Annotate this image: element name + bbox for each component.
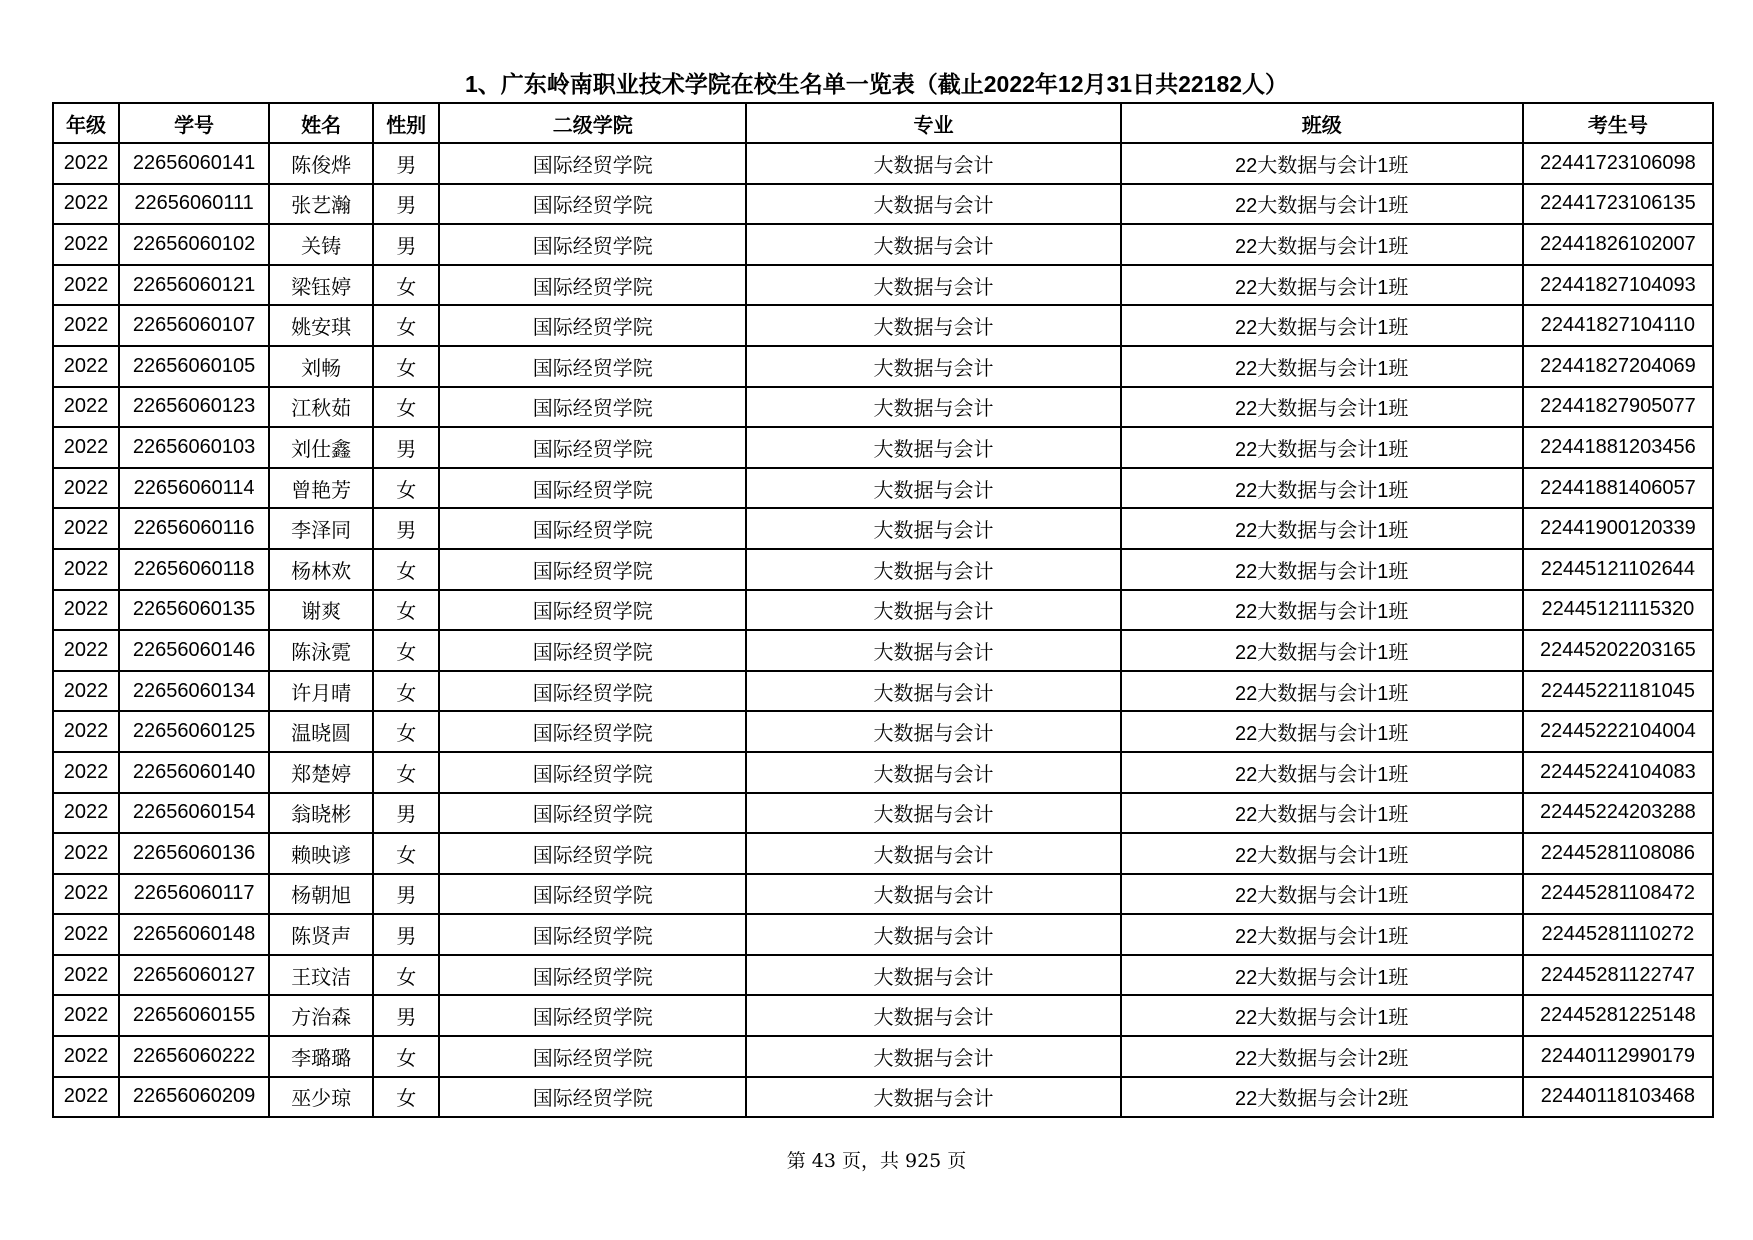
cell-exam-number: 22445202203165 <box>1523 630 1713 671</box>
cell-grade: 2022 <box>53 630 119 671</box>
cell-name: 王玟洁 <box>269 955 373 996</box>
cell-gender: 男 <box>373 914 439 955</box>
cell-class: 22大数据与会计1班 <box>1121 833 1523 874</box>
table-header-row <box>53 103 1713 143</box>
cell-class: 22大数据与会计1班 <box>1121 265 1523 306</box>
cell-student-id: 22656060117 <box>119 874 269 915</box>
table-row <box>53 143 1713 184</box>
cell-student-id: 22656060114 <box>119 468 269 509</box>
cell-major: 大数据与会计 <box>746 427 1120 468</box>
cell-grade: 2022 <box>53 184 119 225</box>
cell-major: 大数据与会计 <box>746 1036 1120 1077</box>
column-header-gender: 性别 <box>373 103 439 143</box>
cell-student-id: 22656060123 <box>119 387 269 428</box>
cell-major: 大数据与会计 <box>746 549 1120 590</box>
cell-class: 22大数据与会计2班 <box>1121 1036 1523 1077</box>
cell-class: 22大数据与会计1班 <box>1121 508 1523 549</box>
cell-exam-number: 22441827204069 <box>1523 346 1713 387</box>
column-header-name: 姓名 <box>269 103 373 143</box>
cell-class: 22大数据与会计1班 <box>1121 427 1523 468</box>
cell-gender: 女 <box>373 833 439 874</box>
column-header-college: 二级学院 <box>439 103 746 143</box>
cell-gender: 男 <box>373 184 439 225</box>
cell-grade: 2022 <box>53 914 119 955</box>
cell-college: 国际经贸学院 <box>439 833 746 874</box>
cell-gender: 女 <box>373 590 439 631</box>
cell-grade: 2022 <box>53 265 119 306</box>
table-row <box>53 265 1713 306</box>
table-row <box>53 346 1713 387</box>
cell-college: 国际经贸学院 <box>439 630 746 671</box>
cell-name: 陈贤声 <box>269 914 373 955</box>
cell-college: 国际经贸学院 <box>439 508 746 549</box>
cell-exam-number: 22441881203456 <box>1523 427 1713 468</box>
cell-student-id: 22656060222 <box>119 1036 269 1077</box>
cell-student-id: 22656060127 <box>119 955 269 996</box>
cell-gender: 女 <box>373 387 439 428</box>
cell-student-id: 22656060103 <box>119 427 269 468</box>
cell-gender: 男 <box>373 793 439 834</box>
cell-name: 陈俊烨 <box>269 143 373 184</box>
cell-name: 巫少琼 <box>269 1077 373 1118</box>
cell-exam-number: 22445281108086 <box>1523 833 1713 874</box>
cell-student-id: 22656060102 <box>119 224 269 265</box>
cell-student-id: 22656060148 <box>119 914 269 955</box>
cell-exam-number: 22445121115320 <box>1523 590 1713 631</box>
cell-exam-number: 22445281110272 <box>1523 914 1713 955</box>
cell-class: 22大数据与会计1班 <box>1121 224 1523 265</box>
cell-college: 国际经贸学院 <box>439 590 746 631</box>
cell-name: 许月晴 <box>269 671 373 712</box>
cell-exam-number: 22445224203288 <box>1523 793 1713 834</box>
cell-major: 大数据与会计 <box>746 346 1120 387</box>
cell-class: 22大数据与会计1班 <box>1121 671 1523 712</box>
cell-student-id: 22656060136 <box>119 833 269 874</box>
cell-name: 关铸 <box>269 224 373 265</box>
cell-gender: 女 <box>373 630 439 671</box>
cell-college: 国际经贸学院 <box>439 752 746 793</box>
cell-name: 翁晓彬 <box>269 793 373 834</box>
cell-grade: 2022 <box>53 874 119 915</box>
cell-class: 22大数据与会计1班 <box>1121 387 1523 428</box>
cell-class: 22大数据与会计1班 <box>1121 630 1523 671</box>
cell-class: 22大数据与会计1班 <box>1121 143 1523 184</box>
table-row <box>53 793 1713 834</box>
table-row <box>53 549 1713 590</box>
cell-exam-number: 22441826102007 <box>1523 224 1713 265</box>
cell-major: 大数据与会计 <box>746 468 1120 509</box>
cell-major: 大数据与会计 <box>746 833 1120 874</box>
cell-name: 李泽同 <box>269 508 373 549</box>
cell-student-id: 22656060125 <box>119 711 269 752</box>
cell-major: 大数据与会计 <box>746 265 1120 306</box>
cell-exam-number: 22441881406057 <box>1523 468 1713 509</box>
cell-class: 22大数据与会计1班 <box>1121 793 1523 834</box>
cell-grade: 2022 <box>53 305 119 346</box>
cell-grade: 2022 <box>53 1036 119 1077</box>
cell-college: 国际经贸学院 <box>439 468 746 509</box>
cell-major: 大数据与会计 <box>746 995 1120 1036</box>
cell-major: 大数据与会计 <box>746 508 1120 549</box>
cell-college: 国际经贸学院 <box>439 224 746 265</box>
cell-class: 22大数据与会计1班 <box>1121 711 1523 752</box>
cell-grade: 2022 <box>53 224 119 265</box>
table-row <box>53 874 1713 915</box>
cell-name: 方治森 <box>269 995 373 1036</box>
cell-class: 22大数据与会计2班 <box>1121 1077 1523 1118</box>
cell-grade: 2022 <box>53 468 119 509</box>
cell-student-id: 22656060154 <box>119 793 269 834</box>
cell-student-id: 22656060134 <box>119 671 269 712</box>
cell-grade: 2022 <box>53 346 119 387</box>
cell-student-id: 22656060141 <box>119 143 269 184</box>
cell-exam-number: 22441827104110 <box>1523 305 1713 346</box>
cell-name: 刘仕鑫 <box>269 427 373 468</box>
cell-name: 江秋茹 <box>269 387 373 428</box>
cell-student-id: 22656060135 <box>119 590 269 631</box>
cell-major: 大数据与会计 <box>746 630 1120 671</box>
cell-name: 温晓圆 <box>269 711 373 752</box>
table-body <box>53 143 1713 1117</box>
column-header-major: 专业 <box>746 103 1120 143</box>
cell-college: 国际经贸学院 <box>439 1077 746 1118</box>
cell-class: 22大数据与会计1班 <box>1121 590 1523 631</box>
cell-name: 姚安琪 <box>269 305 373 346</box>
cell-exam-number: 22441827104093 <box>1523 265 1713 306</box>
cell-class: 22大数据与会计1班 <box>1121 995 1523 1036</box>
cell-student-id: 22656060155 <box>119 995 269 1036</box>
cell-major: 大数据与会计 <box>746 143 1120 184</box>
cell-name: 陈泳霓 <box>269 630 373 671</box>
cell-major: 大数据与会计 <box>746 387 1120 428</box>
cell-student-id: 22656060140 <box>119 752 269 793</box>
cell-student-id: 22656060209 <box>119 1077 269 1118</box>
table-row <box>53 508 1713 549</box>
cell-grade: 2022 <box>53 508 119 549</box>
cell-gender: 男 <box>373 874 439 915</box>
table-row <box>53 995 1713 1036</box>
cell-grade: 2022 <box>53 711 119 752</box>
cell-exam-number: 22441827905077 <box>1523 387 1713 428</box>
cell-name: 曾艳芳 <box>269 468 373 509</box>
cell-college: 国际经贸学院 <box>439 184 746 225</box>
cell-class: 22大数据与会计1班 <box>1121 752 1523 793</box>
cell-grade: 2022 <box>53 995 119 1036</box>
cell-class: 22大数据与会计1班 <box>1121 305 1523 346</box>
cell-college: 国际经贸学院 <box>439 1036 746 1077</box>
cell-exam-number: 22440118103468 <box>1523 1077 1713 1118</box>
cell-class: 22大数据与会计1班 <box>1121 914 1523 955</box>
cell-gender: 男 <box>373 995 439 1036</box>
cell-exam-number: 22445281122747 <box>1523 955 1713 996</box>
table-row <box>53 833 1713 874</box>
cell-major: 大数据与会计 <box>746 184 1120 225</box>
cell-major: 大数据与会计 <box>746 955 1120 996</box>
cell-grade: 2022 <box>53 590 119 631</box>
cell-gender: 女 <box>373 265 439 306</box>
cell-exam-number: 22445224104083 <box>1523 752 1713 793</box>
cell-college: 国际经贸学院 <box>439 305 746 346</box>
cell-gender: 男 <box>373 224 439 265</box>
cell-exam-number: 22445281225148 <box>1523 995 1713 1036</box>
cell-college: 国际经贸学院 <box>439 387 746 428</box>
table-row <box>53 468 1713 509</box>
cell-grade: 2022 <box>53 793 119 834</box>
cell-student-id: 22656060118 <box>119 549 269 590</box>
cell-grade: 2022 <box>53 833 119 874</box>
cell-grade: 2022 <box>53 549 119 590</box>
table-row <box>53 305 1713 346</box>
cell-gender: 男 <box>373 508 439 549</box>
cell-exam-number: 22445281108472 <box>1523 874 1713 915</box>
cell-name: 梁钰婷 <box>269 265 373 306</box>
page-footer: 第 43 页，共 925 页 <box>786 1150 967 1172</box>
column-header-student-id: 学号 <box>119 103 269 143</box>
cell-name: 李璐璐 <box>269 1036 373 1077</box>
cell-grade: 2022 <box>53 955 119 996</box>
table-row <box>53 914 1713 955</box>
cell-name: 杨林欢 <box>269 549 373 590</box>
cell-gender: 女 <box>373 711 439 752</box>
cell-college: 国际经贸学院 <box>439 793 746 834</box>
table-row <box>53 184 1713 225</box>
cell-gender: 女 <box>373 1036 439 1077</box>
cell-major: 大数据与会计 <box>746 752 1120 793</box>
cell-class: 22大数据与会计1班 <box>1121 184 1523 225</box>
cell-student-id: 22656060116 <box>119 508 269 549</box>
cell-college: 国际经贸学院 <box>439 346 746 387</box>
cell-major: 大数据与会计 <box>746 874 1120 915</box>
cell-gender: 女 <box>373 305 439 346</box>
cell-exam-number: 22445221181045 <box>1523 671 1713 712</box>
table-row <box>53 224 1713 265</box>
table-row <box>53 1036 1713 1077</box>
cell-major: 大数据与会计 <box>746 224 1120 265</box>
cell-gender: 女 <box>373 549 439 590</box>
cell-gender: 男 <box>373 427 439 468</box>
cell-major: 大数据与会计 <box>746 305 1120 346</box>
cell-grade: 2022 <box>53 427 119 468</box>
cell-grade: 2022 <box>53 1077 119 1118</box>
cell-student-id: 22656060121 <box>119 265 269 306</box>
cell-class: 22大数据与会计1班 <box>1121 346 1523 387</box>
student-roster-table <box>52 102 1714 1118</box>
cell-exam-number: 22441723106135 <box>1523 184 1713 225</box>
cell-major: 大数据与会计 <box>746 590 1120 631</box>
cell-exam-number: 22441723106098 <box>1523 143 1713 184</box>
cell-college: 国际经贸学院 <box>439 711 746 752</box>
table-row <box>53 1077 1713 1118</box>
table-row <box>53 590 1713 631</box>
cell-exam-number: 22441900120339 <box>1523 508 1713 549</box>
cell-gender: 女 <box>373 955 439 996</box>
cell-college: 国际经贸学院 <box>439 427 746 468</box>
cell-exam-number: 22445222104004 <box>1523 711 1713 752</box>
page-title: 1、广东岭南职业技术学院在校生名单一览表（截止2022年12月31日共22182人） <box>464 71 1289 97</box>
table-row <box>53 711 1713 752</box>
cell-grade: 2022 <box>53 752 119 793</box>
table-row <box>53 671 1713 712</box>
cell-exam-number: 22445121102644 <box>1523 549 1713 590</box>
cell-gender: 女 <box>373 346 439 387</box>
table-row <box>53 630 1713 671</box>
cell-major: 大数据与会计 <box>746 671 1120 712</box>
cell-gender: 男 <box>373 143 439 184</box>
cell-class: 22大数据与会计1班 <box>1121 955 1523 996</box>
cell-gender: 女 <box>373 671 439 712</box>
table-row <box>53 427 1713 468</box>
cell-class: 22大数据与会计1班 <box>1121 468 1523 509</box>
cell-college: 国际经贸学院 <box>439 143 746 184</box>
cell-grade: 2022 <box>53 387 119 428</box>
cell-name: 郑楚婷 <box>269 752 373 793</box>
cell-college: 国际经贸学院 <box>439 955 746 996</box>
cell-major: 大数据与会计 <box>746 711 1120 752</box>
cell-class: 22大数据与会计1班 <box>1121 874 1523 915</box>
cell-student-id: 22656060111 <box>119 184 269 225</box>
cell-student-id: 22656060107 <box>119 305 269 346</box>
cell-major: 大数据与会计 <box>746 914 1120 955</box>
cell-class: 22大数据与会计1班 <box>1121 549 1523 590</box>
cell-name: 谢爽 <box>269 590 373 631</box>
column-header-grade: 年级 <box>53 103 119 143</box>
cell-name: 赖映谚 <box>269 833 373 874</box>
cell-college: 国际经贸学院 <box>439 914 746 955</box>
column-header-class: 班级 <box>1121 103 1523 143</box>
cell-gender: 女 <box>373 752 439 793</box>
cell-name: 杨朝旭 <box>269 874 373 915</box>
cell-major: 大数据与会计 <box>746 1077 1120 1118</box>
cell-student-id: 22656060105 <box>119 346 269 387</box>
table-row <box>53 387 1713 428</box>
cell-grade: 2022 <box>53 143 119 184</box>
table-row <box>53 955 1713 996</box>
cell-student-id: 22656060146 <box>119 630 269 671</box>
cell-college: 国际经贸学院 <box>439 671 746 712</box>
cell-name: 刘畅 <box>269 346 373 387</box>
cell-college: 国际经贸学院 <box>439 995 746 1036</box>
column-header-exam-number: 考生号 <box>1523 103 1713 143</box>
cell-gender: 女 <box>373 468 439 509</box>
cell-major: 大数据与会计 <box>746 793 1120 834</box>
cell-college: 国际经贸学院 <box>439 265 746 306</box>
cell-college: 国际经贸学院 <box>439 874 746 915</box>
table-row <box>53 752 1713 793</box>
cell-exam-number: 22440112990179 <box>1523 1036 1713 1077</box>
cell-gender: 女 <box>373 1077 439 1118</box>
cell-college: 国际经贸学院 <box>439 549 746 590</box>
cell-name: 张艺瀚 <box>269 184 373 225</box>
cell-grade: 2022 <box>53 671 119 712</box>
